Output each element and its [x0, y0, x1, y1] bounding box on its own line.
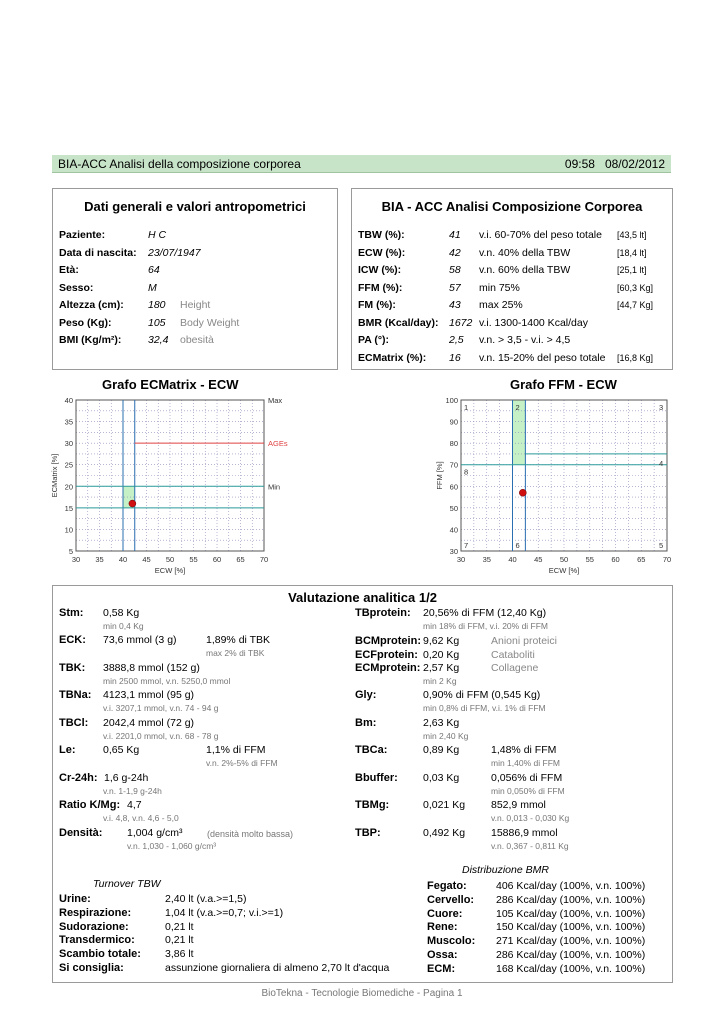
page-footer: BioTekna - Tecnologie Biomediche - Pagina 1	[261, 988, 463, 999]
zone-label: 6	[515, 541, 520, 550]
bmr-value: 286 Kcal/day (100%, v.n. 100%)	[496, 893, 646, 906]
general-value: 64	[148, 264, 160, 276]
x-tick-label: 35	[95, 555, 104, 564]
bmr-label: ECM:	[427, 962, 456, 975]
bmr-value: 271 Kcal/day (100%, v.n. 100%)	[496, 935, 646, 948]
turnover-label: Transdermico:	[59, 934, 135, 947]
analysis-right-note: Cataboliti	[491, 649, 535, 661]
x-tick-label: 40	[508, 555, 517, 564]
analysis-right-value: 0,89 Kg	[423, 744, 460, 756]
zone-label: 3	[659, 403, 664, 412]
analysis-right-note: Anioni proteici	[491, 635, 557, 647]
analysis-label: Cr-24h:	[59, 772, 98, 784]
general-label: Peso (Kg):	[59, 316, 112, 329]
y-tick-label: 20	[64, 482, 73, 492]
x-tick-label: 30	[456, 555, 466, 564]
general-label: Paziente:	[59, 229, 106, 241]
zone-label: 4	[659, 458, 664, 468]
bia-label: ICW (%):	[358, 264, 402, 276]
bia-value: 2,5	[449, 334, 464, 346]
analysis-value2: 1,1% di FFM	[206, 744, 266, 756]
patient-point	[519, 489, 526, 496]
general-label: Data di nascita:	[59, 246, 137, 259]
bia-value: 57	[449, 281, 461, 294]
turnover-value: 1,04 lt (v.a.>=0,7; v.i.>=1)	[165, 906, 284, 919]
general-label: BMI (Kg/m²):	[59, 334, 122, 346]
analysis-right-label: ECFprotein:	[355, 649, 418, 661]
analysis-right-sub: min 18% di FFM, v.i. 20% di FFM	[423, 621, 549, 631]
analysis-right-sub: v.n. 0,367 - 0,811 Kg	[491, 841, 569, 851]
y-tick-label: 35	[64, 417, 73, 427]
y-tick-label: 10	[64, 525, 73, 535]
analysis-value: 0,58 Kg	[103, 607, 140, 619]
bia-reference: v.n. 60% della TBW	[479, 264, 571, 276]
analysis-right-value: 0,021 Kg	[423, 799, 466, 811]
analysis-label: Stm:	[59, 607, 84, 619]
analysis-right-label: TBMg:	[355, 799, 390, 811]
analysis-right-label: Bm:	[355, 717, 377, 729]
bia-reference: min 75%	[479, 281, 520, 294]
y-tick-label: 30	[64, 439, 73, 449]
general-value: M	[148, 281, 157, 294]
x-tick-label: 40	[118, 555, 128, 564]
analysis-right-label: TBprotein:	[355, 607, 411, 619]
x-tick-label: 55	[189, 555, 198, 564]
analysis-value: 1,6 g-24h	[104, 772, 149, 784]
analysis-label: TBNa:	[59, 689, 92, 701]
y-tick-label: 25	[64, 460, 73, 470]
turnover-value: 0,21 lt	[165, 920, 194, 933]
bmr-value: 150 Kcal/day (100%, v.n. 100%)	[496, 921, 646, 934]
analysis-right-sub: min 2,40 Kg	[423, 731, 469, 741]
x-tick-label: 65	[637, 555, 646, 564]
bia-value: 43	[449, 299, 461, 311]
analysis-right-sub: v.n. 0,013 - 0,030 Kg	[491, 813, 570, 823]
y-tick-label: 15	[64, 503, 73, 513]
analysis-value: 4123,1 mmol (95 g)	[103, 689, 195, 701]
bia-extra: [18,4 lt]	[617, 247, 647, 258]
general-value: 23/07/1947	[148, 246, 201, 259]
y-tick-label: 40	[64, 396, 73, 405]
bia-value: 42	[449, 246, 461, 259]
bia-reference: max 25%	[479, 299, 523, 311]
report-header	[52, 155, 671, 173]
analysis-label: Ratio K/Mg:	[59, 799, 121, 811]
x-tick-label: 45	[142, 555, 151, 564]
bia-value: 41	[449, 229, 461, 241]
analysis-title: Valutazione analitica 1/2	[288, 590, 437, 605]
general-label: Sesso:	[59, 281, 94, 294]
bia-panel	[351, 188, 673, 370]
y-tick-label: 30	[449, 547, 458, 556]
analysis-right-value: 20,56% di FFM (12,40 Kg)	[423, 607, 547, 619]
analysis-sub: v.i. 3207,1 mmol, v.n. 74 - 94 g	[103, 703, 219, 713]
analysis-right-value2: 15886,9 mmol	[491, 827, 558, 839]
analysis-label: Densità:	[59, 827, 103, 839]
bia-label: PA (°):	[358, 334, 390, 346]
turnover-value: 2,40 lt (v.a.>=1,5)	[165, 893, 247, 905]
analysis-right-label: Gly:	[355, 689, 377, 701]
general-note: obesità	[180, 334, 214, 346]
analysis-right-label: TBCa:	[355, 744, 388, 756]
ecmatrix-ecw-chart	[48, 392, 306, 582]
analysis-right-value: 2,63 Kg	[423, 717, 460, 729]
analysis-value2: (densità molto bassa)	[207, 829, 294, 839]
y-tick-label: 50	[449, 503, 458, 513]
y-axis-label: ECMatrix [%]	[50, 453, 59, 498]
analysis-label: TBK:	[59, 662, 86, 674]
x-tick-label: 50	[165, 555, 175, 564]
bia-reference: v.n. 15-20% del peso totale	[479, 351, 606, 364]
bia-extra: [25,1 lt]	[617, 265, 647, 275]
general-value: 180	[148, 299, 166, 311]
bmr-title: Distribuzione BMR	[462, 864, 549, 876]
analysis-panel	[52, 585, 673, 983]
report-date: 08/02/2012	[604, 157, 665, 171]
analysis-sub: v.n. 1,030 - 1,060 g/cm³	[127, 841, 217, 851]
analysis-right-label: BCMprotein:	[355, 635, 421, 647]
bmr-label: Ossa:	[427, 949, 458, 961]
bia-value: 1672	[449, 316, 473, 329]
bmr-value: 168 Kcal/day (100%, v.n. 100%)	[496, 962, 646, 975]
analysis-right-value2: 0,056% di FFM	[491, 772, 563, 784]
analysis-right-value2: 1,48% di FFM	[491, 744, 557, 756]
turnover-value: assunzione giornaliera di almeno 2,70 lt d'acqua	[165, 962, 390, 974]
analysis-right-value: 0,20 Kg	[423, 649, 460, 661]
y-tick-label: 90	[449, 417, 458, 427]
analysis-right-sub: min 0,8% di FFM, v.i. 1% di FFM	[423, 703, 546, 713]
x-tick-label: 65	[236, 555, 245, 564]
zone-label: 7	[464, 541, 469, 550]
analysis-label: Le:	[59, 744, 76, 756]
y-tick-label: 100	[445, 396, 458, 405]
x-tick-label: 35	[482, 555, 491, 564]
analysis-right-value: 2,57 Kg	[423, 662, 460, 674]
bia-extra: [44,7 Kg]	[617, 300, 654, 310]
x-tick-label: 30	[71, 555, 81, 564]
general-data-panel	[52, 188, 338, 370]
general-value: 105	[148, 316, 166, 329]
analysis-value: 4,7	[127, 799, 142, 811]
bia-label: BMR (Kcal/day):	[358, 316, 439, 329]
bmr-label: Cervello:	[427, 893, 475, 906]
bmr-label: Fegato:	[427, 880, 467, 892]
bia-label: ECW (%):	[358, 246, 406, 259]
bia-value: 16	[449, 351, 461, 364]
zone-label: 1	[464, 403, 469, 412]
general-label: Altezza (cm):	[59, 299, 124, 311]
general-note: Height	[180, 299, 211, 311]
bia-extra: [43,5 lt]	[617, 230, 647, 240]
report-datetime	[565, 157, 665, 171]
general-value: 32,4	[148, 334, 169, 346]
bia-extra: [60,3 Kg]	[617, 282, 654, 293]
analysis-sub: min 0,4 Kg	[103, 621, 144, 631]
analysis-right-value2: 852,9 mmol	[491, 799, 546, 811]
ffm-ecw-chart	[428, 392, 674, 582]
general-value: H C	[148, 229, 167, 241]
general-data-title: Dati generali e valori antropometrici	[84, 199, 306, 214]
turnover-label: Scambio totale:	[59, 948, 141, 961]
x-tick-label: 45	[534, 555, 543, 564]
turnover-value: 3,86 lt	[165, 948, 194, 961]
analysis-value2: 1,89% di TBK	[206, 634, 271, 646]
bmr-value: 406 Kcal/day (100%, v.n. 100%)	[496, 880, 646, 892]
general-label: Età:	[59, 264, 79, 276]
analysis-right-value: 9,62 Kg	[423, 635, 460, 647]
bia-value: 58	[449, 264, 461, 276]
x-tick-label: 60	[212, 555, 222, 564]
turnover-label: Urine:	[59, 893, 91, 905]
x-tick-label: 70	[259, 555, 269, 564]
y-tick-label: 40	[449, 525, 458, 535]
analysis-value: 3888,8 mmol (152 g)	[103, 662, 200, 674]
analysis-right-label: ECMprotein:	[355, 662, 421, 674]
analysis-right-label: Bbuffer:	[355, 772, 398, 784]
bia-label: ECMatrix (%):	[358, 351, 427, 364]
min-label: Min	[268, 482, 281, 492]
analysis-sub: v.i. 2201,0 mmol, v.n. 68 - 78 g	[103, 731, 219, 741]
analysis-value: 73,6 mmol (3 g)	[103, 634, 177, 646]
report-title: BIA-ACC Analisi della composizione corporea	[58, 157, 301, 171]
turnover-label: Si consiglia:	[59, 962, 124, 974]
turnover-title: Turnover TBW	[93, 878, 161, 890]
bmr-value: 286 Kcal/day (100%, v.n. 100%)	[496, 949, 646, 961]
analysis-right-value: 0,03 Kg	[423, 772, 460, 784]
x-tick-label: 50	[559, 555, 569, 564]
analysis-right-note: Collagene	[491, 662, 539, 674]
y-tick-label: 70	[449, 460, 458, 470]
analysis-sub: min 2500 mmol, v.n. 5250,0 mmol	[103, 676, 231, 686]
bmr-label: Cuore:	[427, 907, 463, 920]
analysis-right-sub: min 2 Kg	[423, 676, 457, 686]
bia-reference: v.i. 60-70% del peso totale	[479, 229, 602, 241]
bia-label: FFM (%):	[358, 281, 403, 294]
bia-label: TBW (%):	[358, 229, 405, 241]
x-tick-label: 60	[611, 555, 620, 564]
analysis-sub: v.i. 4,8, v.n. 4,6 - 5,0	[103, 813, 179, 823]
bia-reference: v.i. 1300-1400 Kcal/day	[479, 316, 588, 329]
patient-point	[129, 500, 136, 507]
turnover-label: Sudorazione:	[59, 920, 129, 933]
analysis-label: ECK:	[59, 634, 86, 646]
analysis-sub2: max 2% di TBK	[206, 648, 265, 658]
general-note: Body Weight	[180, 316, 240, 329]
analysis-sub: v.n. 1-1,9 g-24h	[103, 786, 162, 796]
analysis-right-value: 0,492 Kg	[423, 827, 466, 839]
bmr-label: Rene:	[427, 921, 458, 934]
zone-label: 2	[515, 403, 520, 412]
bmr-value: 105 Kcal/day (100%, v.n. 100%)	[496, 907, 646, 920]
bia-title: BIA - ACC Analisi Composizione Corporea	[381, 199, 643, 214]
analysis-label: TBCl:	[59, 717, 89, 729]
y-tick-label: 5	[68, 547, 73, 556]
turnover-value: 0,21 lt	[165, 934, 194, 947]
zone-label: 8	[464, 467, 469, 477]
bia-reference: v.n. 40% della TBW	[479, 246, 571, 259]
analysis-sub2: v.n. 2%-5% di FFM	[206, 758, 278, 768]
analysis-right-value: 0,90% di FFM (0,545 Kg)	[423, 689, 541, 701]
bia-extra: [16,8 Kg]	[617, 352, 654, 363]
y-tick-label: 80	[449, 439, 458, 449]
graph2-title: Grafo FFM - ECW	[510, 377, 617, 392]
bmr-label: Muscolo:	[427, 935, 476, 948]
report-time: 09:58	[564, 157, 595, 171]
bia-reference: v.n. > 3,5 - v.i. > 4,5	[479, 334, 571, 346]
turnover-label: Respirazione:	[59, 906, 132, 919]
analysis-value: 0,65 Kg	[103, 744, 140, 756]
bia-label: FM (%):	[358, 299, 396, 311]
analysis-right-sub: min 1,40% di FFM	[491, 758, 560, 768]
x-axis-label: ECW [%]	[154, 566, 186, 575]
x-tick-label: 70	[662, 555, 672, 564]
analysis-value: 2042,4 mmol (72 g)	[103, 717, 195, 729]
ages-label: AGEs	[268, 439, 288, 449]
graph1-title: Grafo ECMatrix - ECW	[102, 377, 239, 392]
analysis-right-sub: min 0,050% di FFM	[491, 786, 565, 796]
max-label: Max	[268, 396, 283, 405]
x-axis-label: ECW [%]	[548, 566, 580, 575]
analysis-value: 1,004 g/cm³	[127, 827, 183, 839]
zone-label: 5	[659, 541, 664, 550]
x-tick-label: 55	[585, 555, 594, 564]
analysis-right-label: TBP:	[355, 827, 381, 839]
y-axis-label: FFM [%]	[435, 461, 444, 490]
y-tick-label: 60	[449, 482, 458, 492]
